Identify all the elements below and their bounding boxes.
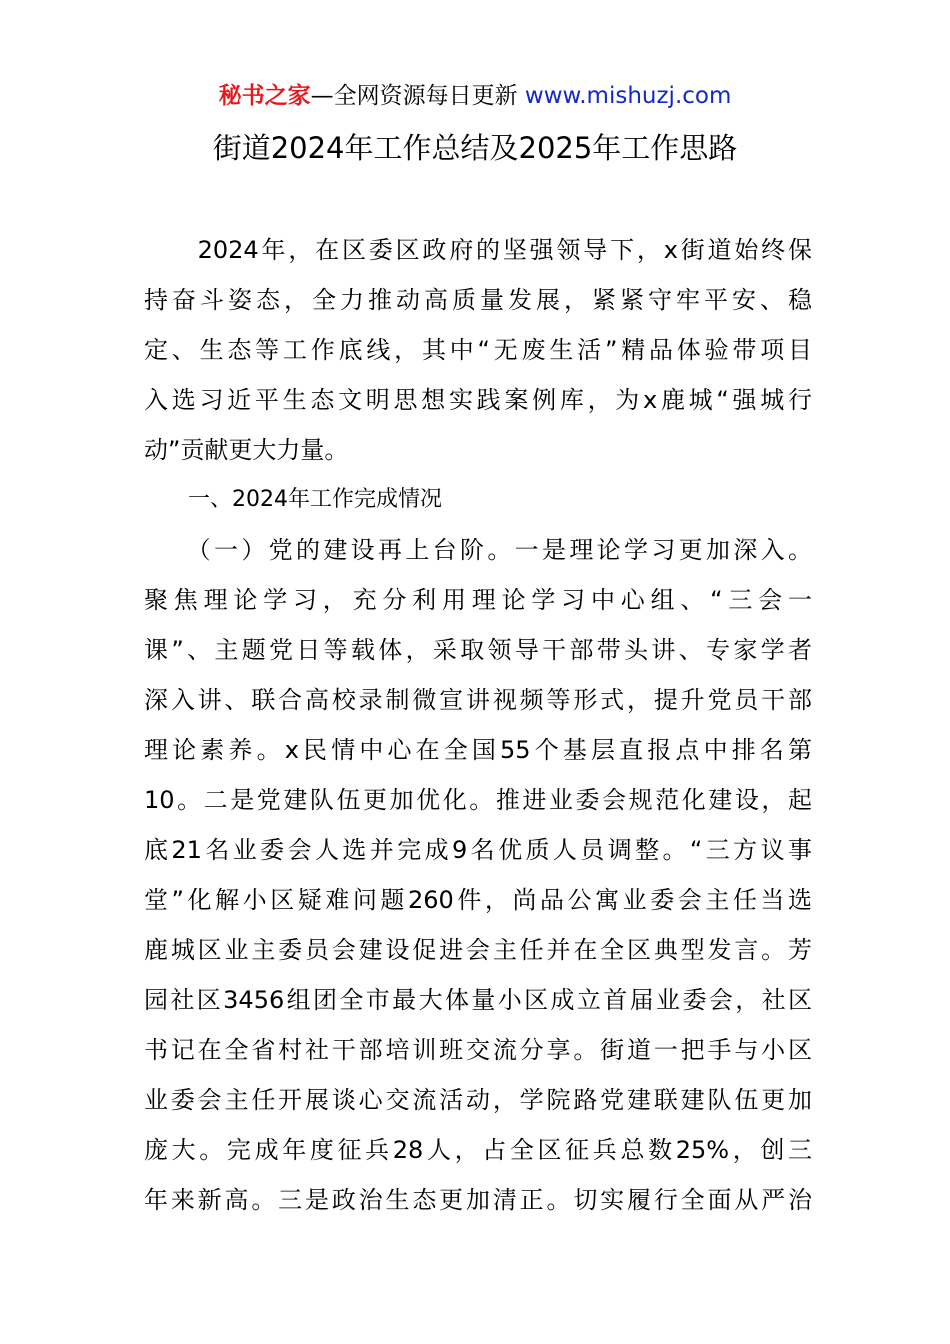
body-line: 聚焦理论学习，充分利用理论学习中心组、“三会一 bbox=[144, 586, 812, 614]
document-body bbox=[144, 225, 812, 1225]
body-line: 鹿城区业主委员会建设促进会主任并在全区典型发言。芳 bbox=[144, 936, 812, 964]
body-line: 入选习近平生态文明思想实践案例库，为x鹿城“强城行 bbox=[144, 386, 812, 414]
body-line: 业委会主任开展谈心交流活动，学院路党建联建队伍更加 bbox=[144, 1086, 812, 1114]
body-line: 理论素养。x民情中心在全国55个基层直报点中排名第 bbox=[144, 736, 812, 764]
document-title: 街道2024年工作总结及2025年工作思路 bbox=[212, 131, 738, 165]
site-url[interactable]: www.mishuzj.com bbox=[524, 83, 732, 109]
body-line: 年来新高。三是政治生态更加清正。切实履行全面从严治 bbox=[144, 1186, 812, 1214]
body-line: 园社区3456组团全市最大体量小区成立首届业委会，社区 bbox=[144, 986, 812, 1014]
body-line: 课”、主题党日等载体，采取领导干部带头讲、专家学者 bbox=[144, 636, 812, 664]
section-heading: 一、2024年工作完成情况 bbox=[144, 487, 442, 512]
body-line: 2024年，在区委区政府的坚强领导下，x街道始终保 bbox=[144, 236, 812, 264]
body-line: 持奋斗姿态，全力推动高质量发展，紧紧守牢平安、稳 bbox=[144, 286, 812, 314]
body-line: 书记在全省村社干部培训班交流分享。街道一把手与小区 bbox=[144, 1036, 812, 1064]
site-tagline: —全网资源每日更新 bbox=[310, 83, 518, 109]
body-line: 深入讲、联合高校录制微宣讲视频等形式，提升党员干部 bbox=[144, 686, 812, 714]
body-line: 10。二是党建队伍更加优化。推进业委会规范化建设，起 bbox=[144, 786, 812, 814]
body-line: （一）党的建设再上台阶。一是理论学习更加深入。 bbox=[144, 536, 812, 564]
body-line: 堂”化解小区疑难问题260件，尚品公寓业委会主任当选 bbox=[144, 886, 812, 914]
body-line: 庞大。完成年度征兵28人，占全区征兵总数25%，创三 bbox=[144, 1136, 812, 1164]
body-line: 底21名业委会人选并完成9名优质人员调整。“三方议事 bbox=[144, 836, 812, 864]
site-header bbox=[0, 80, 950, 112]
body-line: 动”贡献更大力量。 bbox=[144, 436, 349, 464]
body-line: 定、生态等工作底线，其中“无废生活”精品体验带项目 bbox=[144, 336, 812, 364]
site-brand: 秘书之家 bbox=[218, 83, 311, 109]
